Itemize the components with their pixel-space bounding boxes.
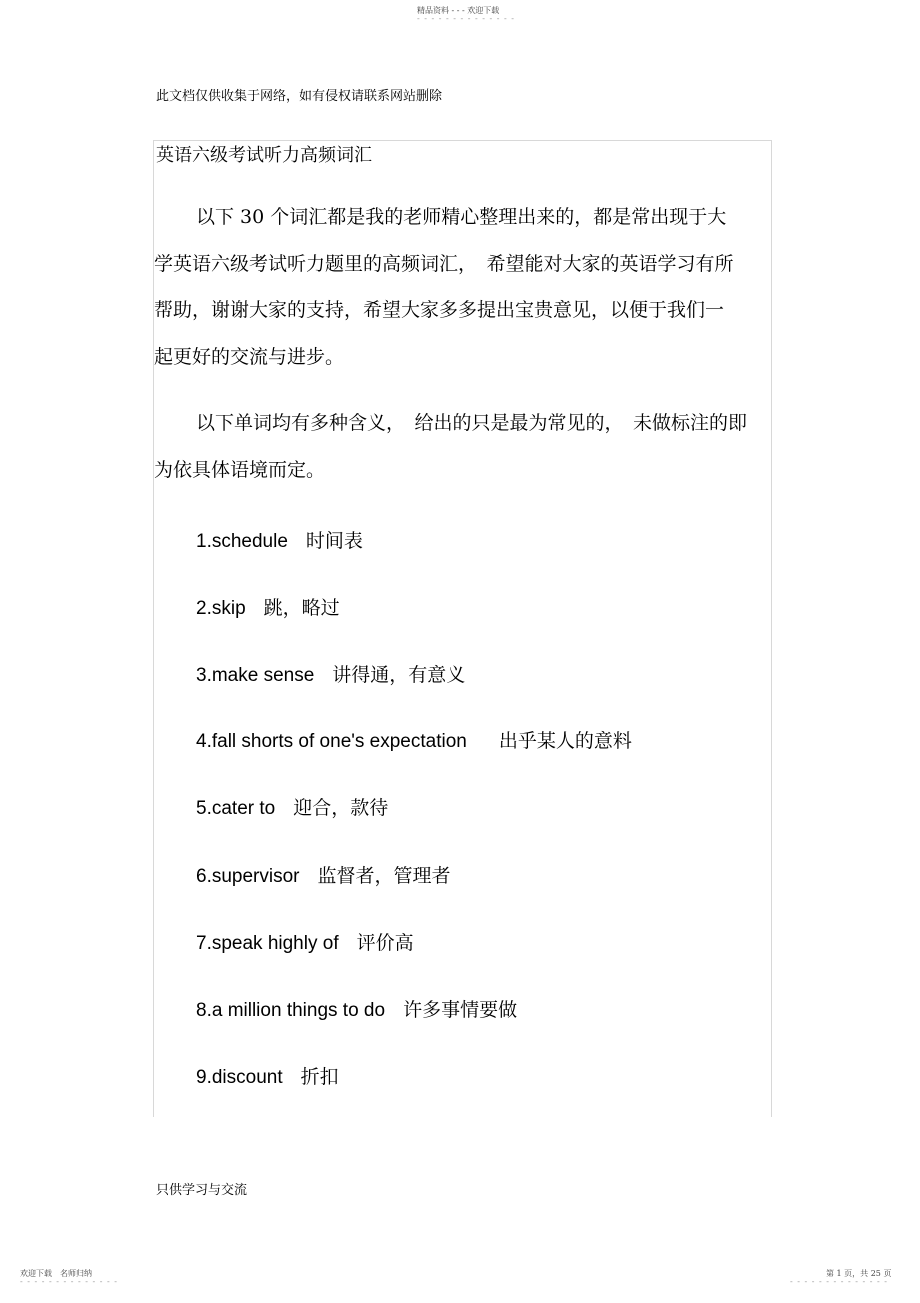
- vocab-meaning: 评价高: [356, 932, 414, 954]
- disclaimer-text: 此文档仅供收集于网络，如有侵权请联系网站删除: [156, 89, 443, 104]
- note-line-2: 为依具体语境而定。: [154, 459, 326, 481]
- page-number: 第 1 页，共 25 页: [826, 1269, 892, 1278]
- vocab-item: [196, 593, 340, 620]
- vocab-item: [196, 1062, 339, 1089]
- vocab-meaning: 监督者，管理者: [317, 865, 451, 887]
- vocab-word: 3.make sense: [196, 665, 315, 686]
- intro-line-2: 学英语六级考试听力题里的高频词汇， 希望能对大家的英语学习有所: [154, 253, 734, 275]
- vocab-word: 8.a million things to do: [196, 1000, 386, 1021]
- vocab-meaning: 许多事情要做: [403, 999, 518, 1021]
- vocab-meaning: 出乎某人的意料: [498, 730, 632, 752]
- vocab-word: 5.cater to: [196, 798, 276, 819]
- bottom-left-label: 欢迎下载 名师归纳: [20, 1269, 92, 1278]
- vocab-item: [196, 861, 451, 888]
- vocab-meaning: 讲得通，有意义: [332, 664, 466, 686]
- vocab-word: 9.discount: [196, 1067, 283, 1088]
- vocab-word: 2.skip: [196, 598, 246, 619]
- vocab-item: [196, 928, 414, 955]
- note-line-1: 以下单词均有多种含义， 给出的只是最为常见的， 未做标注的即: [196, 412, 748, 434]
- page-title: 英语六级考试听力高频词汇: [156, 145, 372, 166]
- header-label: 精品资料 - - - 欢迎下载: [417, 6, 500, 15]
- bottom-left-dashes: - - - - - - - - - - - - - -: [20, 1277, 118, 1286]
- footer-note: 只供学习与交流: [156, 1183, 248, 1198]
- vocab-item: [196, 526, 363, 553]
- vocab-item: [196, 726, 632, 753]
- intro-line-3: 帮助，谢谢大家的支持，希望大家多多提出宝贵意见，以便于我们一: [154, 299, 725, 321]
- header-dashes: - - - - - - - - - - - - - -: [417, 14, 515, 23]
- vocab-meaning: 跳，略过: [263, 597, 340, 619]
- intro-line-4: 起更好的交流与进步。: [154, 346, 345, 368]
- vocab-word: 6.supervisor: [196, 866, 300, 887]
- intro-line-1: 以下 30 个词汇都是我的老师精心整理出来的，都是常出现于大: [196, 206, 727, 228]
- bottom-right-dashes: - - - - - - - - - - - - - -: [790, 1277, 888, 1286]
- vocab-word: 1.schedule: [196, 531, 288, 552]
- vocab-word: 4.fall shorts of one's expectation: [196, 731, 467, 752]
- vocab-item: [196, 793, 388, 820]
- vocab-meaning: 迎合，款待: [293, 797, 389, 819]
- content-frame: [153, 140, 772, 1117]
- vocab-item: [196, 660, 465, 687]
- vocab-item: [196, 995, 517, 1022]
- vocab-meaning: 折扣: [300, 1066, 339, 1088]
- vocab-word: 7.speak highly of: [196, 933, 339, 954]
- vocab-meaning: 时间表: [305, 530, 363, 552]
